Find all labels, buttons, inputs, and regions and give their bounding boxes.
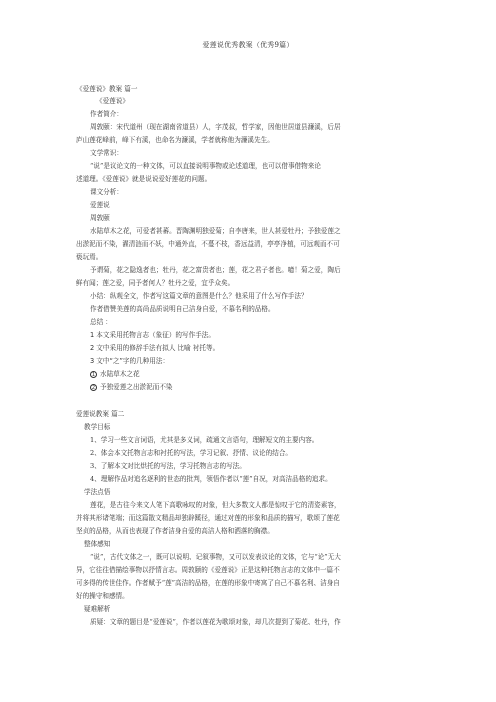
summary-question: 小结：纵观全文，作者写这篇文章的意图是什么？他采用了什么写作手法？ — [90, 292, 308, 300]
circled-number: 2 — [91, 384, 96, 391]
whole-line: 可多得的传世佳作。作者赋予“莲”高洁的品格，在莲的形象中寄寓了自己不慕名利、洁身自 — [76, 579, 340, 587]
points-line: 莲花，是古往今来文人笔下高歌咏叹的对象，但大多数文人都是惊叹于它的清姿素容， — [90, 501, 341, 509]
section-heading: 《爱莲说》教案 篇一 — [76, 85, 138, 93]
points-line: 并将其形诸笔端；而这篇散文精品却独辟蹊径，通过对莲的形象和品质的描写，歌颂了莲花 — [76, 514, 340, 522]
difficulty-line: 质疑：文章的题目是“爱莲说”，作者以莲花为歌颂对象，却几次提到了菊花、牡丹，作 — [90, 618, 341, 626]
points-line: 坚贞的品格，从而也表现了作者洁身自爱的高洁人格和洒落的胸襟。 — [76, 527, 274, 535]
goal-item: 4、理解作品对追名逐利的世态的批判，领悟作者以“莲”自况，对高洁品格的追求。 — [90, 475, 332, 483]
whole-line: “说”，古代文体之一，既可以说明、记叙事物，又可以发表议论的文体，它与“论”无大 — [90, 553, 341, 561]
goal-item: 1、学习一些文言词语，尤其是多义词，疏通文言语句，理解短文的主要内容。 — [90, 436, 319, 444]
lit-label: 文学常识： — [90, 149, 123, 157]
conclusion-point: 1 本文采用托物言志（象征）的写作手法。 — [90, 331, 215, 339]
usage-item — [90, 383, 424, 392]
author-label: 作者简介： — [90, 110, 123, 118]
paragraph-line: 亵玩焉。 — [76, 253, 103, 261]
usage-text: 水陆草木之花 — [100, 370, 140, 378]
subheading: 《爱莲说》 — [96, 97, 129, 105]
text-author: 周敦颐 — [90, 214, 110, 222]
whole-label: 整体感知 — [84, 540, 111, 548]
text-title: 爱莲说 — [90, 201, 110, 209]
lit-text-line: “说”是议论文的一种文体，可以直接说明事物或论述道理，也可以借事借物来论 — [90, 162, 321, 170]
conclusion-point: 3 文中“之”字的几种用法： — [90, 357, 170, 365]
section-heading: 爱莲说教案 篇二 — [76, 410, 125, 418]
difficulty-label: 疑难解析 — [84, 605, 111, 613]
circled-number: 1 — [91, 371, 96, 378]
conclusion-label: 总结 ： — [90, 318, 112, 326]
goal-item: 2、体会本文托物言志和衬托的写法，学习记叙、抒情、议论的结合。 — [90, 449, 293, 457]
conclusion-point: 2 文中采用的修辞手法有拟人 比喻 衬托等。 — [90, 344, 220, 352]
goals-label: 教学目标 — [84, 423, 111, 431]
whole-line: 好的操守和感情。 — [76, 592, 129, 600]
document-title: 爱莲说优秀教案（优秀9篇） — [202, 41, 294, 49]
paragraph-line: 予谓菊，花之隐逸者也；牡丹，花之富贵者也；莲，花之君子者也。噫！菊之爱，陶后 — [90, 266, 341, 274]
whole-line: 异，它往往借描绘事物以抒情言志。周敦颐的《爱莲说》正是这种托物言志的文体中一篇不 — [76, 566, 340, 574]
goal-item: 3、了解本文对比烘托的写法，学习托物言志的写法。 — [90, 462, 246, 470]
usage-text: 予独爱莲之出淤泥而不染 — [100, 383, 173, 391]
points-label: 学法点悟 — [84, 488, 111, 496]
summary-answer: 作者借赞美莲的高尚品质说明自己洁身自爱，不慕名利的品格。 — [90, 305, 275, 313]
usage-item — [90, 370, 424, 379]
paragraph-line: 水陆草木之花，可爱者甚蕃。晋陶渊明独爱菊；自李唐来，世人甚爱牡丹；予独爱莲之 — [90, 227, 341, 235]
analysis-label: 课文分析： — [90, 188, 123, 196]
paragraph-line: 鲜有闻；莲之爱，同予者何人？牡丹之爱，宜乎众矣。 — [76, 279, 235, 287]
lit-text-line: 述道理。《爱莲说》就是说说爱好莲花的问题。 — [76, 175, 212, 183]
author-text-line: 周敦颐：宋代道州（现在湖南省道县）人，字茂叔，哲学家，因他世居道县濂溪，后居 — [90, 123, 341, 131]
author-text-line: 庐山莲花峰前，峰下有溪，也命名为濂溪，学者就称他为濂溪先生。 — [76, 136, 274, 144]
paragraph-line: 出淤泥而不染，濯清涟而不妖，中通外直，不蔓不枝，香远益清，亭亭净植，可远观而不可 — [76, 240, 340, 248]
